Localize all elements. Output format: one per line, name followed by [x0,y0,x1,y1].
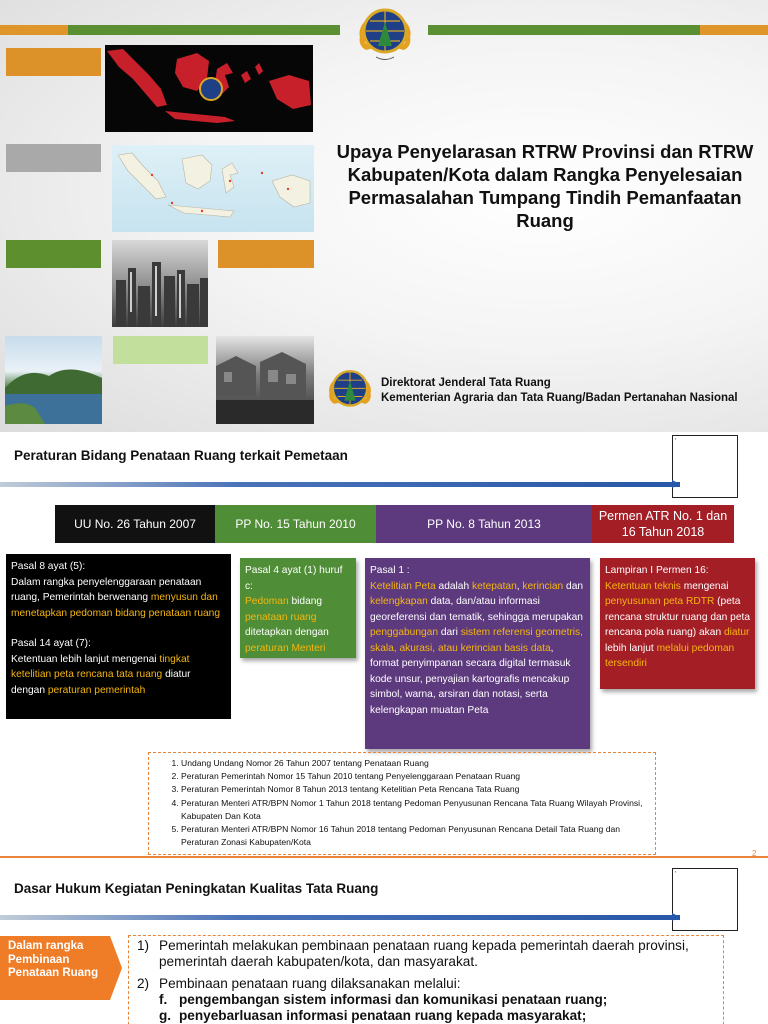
pasal-1-highlight-b: ketepatan [471,580,517,592]
pasal-1-text-f: , format penyimpanan secara digital termasuk kode unsur, penyajian kartografis mencakup simbol, warna, arsiran dan notasi, serta kelengkapan muatan Peta [370,642,571,716]
pasal-4-highlight-c: peraturan Menteri [245,642,326,654]
reference-item: 1. Undang Undang Nomor 26 Tahun 2007 tentang Penataan Ruang [181,757,649,770]
pasal-14-highlight-b: peraturan pemerintah [47,684,146,696]
slum-photo-icon [216,336,314,424]
pasal-14-heading: Pasal 14 ayat (7): [11,638,91,649]
atr-bpn-logo-icon [352,2,418,64]
lampiran-text-a: mengenai [683,580,729,592]
pasal-1-highlight-d: kelengkapan [370,596,428,607]
pasal-4-heading: Pasal 4 ayat (1) huruf c: [245,565,343,592]
context-tag: Dalam rangka Pembinaan Penataan Ruang [0,936,110,1000]
pasal-14-text-a: Ketentuan lebih lanjut mengenai [11,653,157,665]
item-text: Pemerintah melakukan pembinaan penataan ruang kepada pemerintah daerah provinsi, pemerintah daerah kabupaten/kota, dan masyarakat. [159,938,689,969]
pasal-1-highlight-c: kerincian [522,580,564,592]
pasal-1-text-d: data, dan/atau informasi georeferensi dan tematik, sehingga merupakan [370,596,583,623]
pp-15-2010-content [240,558,356,658]
pasal-1-highlight-f: sistem referensi geometris, skala, akurasi, atau kerincian basis data [370,627,583,654]
reference-item: 5. Peraturan Menteri ATR/BPN Nomor 16 Tahun 2018 tentang Pedoman Penyusunan Rencana Detail Tata Ruang dan Peraturan Zonasi Kabupaten/Kota [181,823,649,849]
title-slide [0,0,768,432]
decor-block-light-green [113,336,208,364]
lake-photo-icon [5,336,102,424]
title-rule [0,482,680,487]
reference-item: 2. Peraturan Pemerintah Nomor 15 Tahun 2010 tentang Penyelenggaraan Penataan Ruang [181,770,649,783]
title-rule [0,915,680,920]
title-rule-arrow [672,480,680,488]
pasal-14-text-b: diatur dengan [11,669,191,696]
atr-bpn-logo-icon [323,364,377,416]
header-pp-15-2010: PP No. 15 Tahun 2010 [215,505,376,543]
indonesia-map-light-icon [112,145,314,232]
corner-mark: ▪ [675,869,677,874]
organization-name [381,376,761,406]
item-number: 1) [137,938,150,953]
indonesia-map-dark-icon [105,45,313,132]
top-bar-green-right [428,25,700,35]
legal-basis-box [128,935,724,1024]
presentation-title: Upaya Penyelarasan RTRW Provinsi dan RTRW Kabupaten/Kota dalam Rangka Penyelesaian Permasalahan Tumpang Tindih Pemanfaatan Ruang [336,141,754,231]
corner-box [672,435,738,498]
top-bar-green-left [68,25,340,35]
pasal-8-highlight: menyusun dan menetapkan pedoman bidang penataan ruang [11,592,221,619]
lampiran-highlight-c: diatur [723,627,750,638]
sub-item-letter: f. [159,992,168,1007]
decor-block-gray [6,144,101,172]
reference-list [148,752,656,855]
uu-26-2007-content [6,554,231,719]
title-rule-arrow [672,913,680,921]
pasal-1-text-e: dari [440,627,458,638]
pasal-1-text-a: adalah [438,580,470,592]
header-uu-26-2007: UU No. 26 Tahun 2007 [55,505,215,543]
pasal-1-heading: Pasal 1 : [370,565,410,576]
pp-8-2013-content [365,558,590,749]
regulation-slide [0,432,768,860]
lampiran-highlight-a: Ketentuan teknis [605,580,681,592]
corner-box [672,868,738,931]
legal-basis-slide [0,860,768,1024]
lampiran-heading: Lampiran I Permen 16: [605,565,709,576]
org-line-1: Direktorat Jenderal Tata Ruang [381,377,551,389]
slide-title: Peraturan Bidang Penataan Ruang terkait Pemetaan [14,448,348,463]
pasal-1-highlight-e: penggabungan [370,627,438,638]
pasal-8-heading: Pasal 8 ayat (5): [11,561,86,572]
top-bar-orange-right [700,25,768,35]
sub-item-text: penyebarluasan informasi penataan ruang kepada masyarakat; [179,1008,587,1023]
pasal-1-highlight-a: Ketelitian Peta [370,580,436,592]
slide-title: Dasar Hukum Kegiatan Peningkatan Kualitas Tata Ruang [14,881,379,896]
reference-item: 4. Peraturan Menteri ATR/BPN Nomor 1 Tahun 2018 tentang Pedoman Penyusunan Rencana Tata Ruang Wilayah Provinsi, Kabupaten Dan Kota [181,797,649,823]
city-photo-icon [112,240,208,327]
item-number: 2) [137,976,150,991]
lampiran-highlight-b: penyusunan peta RDTR [605,596,715,607]
decor-block-green [6,240,101,268]
header-permen-atr: Permen ATR No. 1 dan 16 Tahun 2018 [592,505,734,543]
lampiran-highlight-d: melalui pedoman tersendiri [605,642,735,669]
pasal-4-text-b: ditetapkan dengan [245,627,329,638]
list-item [137,976,715,992]
pasal-4-highlight-a: Pedoman [245,596,289,607]
sub-item-text: pengembangan sistem informasi dan komunikasi penataan ruang; [179,992,608,1007]
list-item [137,938,715,970]
sub-item [137,992,715,1008]
slide-bottom-rule [0,856,768,858]
corner-mark: ▪ [675,436,677,441]
pasal-1-text-b: , [516,580,520,592]
decor-block-orange [6,48,101,76]
permen-atr-content [600,558,755,689]
item-text: Pembinaan penataan ruang dilaksanakan melalui: [159,976,461,991]
lampiran-text-b: (peta rencana struktur ruang dan peta rencana pola ruang) akan [605,596,750,638]
sub-item-letter: g. [159,1008,172,1023]
pasal-14-highlight-a: tingkat ketelitian peta rencana tata ruang [11,653,190,680]
top-bar-orange-left [0,25,68,35]
reference-item: 3. Peraturan Pemerintah Nomor 8 Tahun 2013 tentang Ketelitian Peta Rencana Tata Ruang [181,783,649,796]
pasal-8-text: Dalam rangka penyelenggaraan penataan ruang, Pemerintah berwenang [11,576,202,603]
sub-item [137,1008,715,1024]
pasal-1-text-c: dan [566,580,584,592]
org-line-2: Kementerian Agraria dan Tata Ruang/Badan Pertanahan Nasional [381,392,738,404]
header-pp-8-2013: PP No. 8 Tahun 2013 [376,505,592,543]
context-tag-arrow [110,936,122,1000]
decor-block-orange-2 [218,240,314,268]
pasal-4-highlight-b: penataan ruang [245,611,317,623]
page-number: 2 [752,849,757,858]
lampiran-text-c: lebih lanjut [605,642,654,654]
pasal-4-text-a: bidang [291,596,323,607]
